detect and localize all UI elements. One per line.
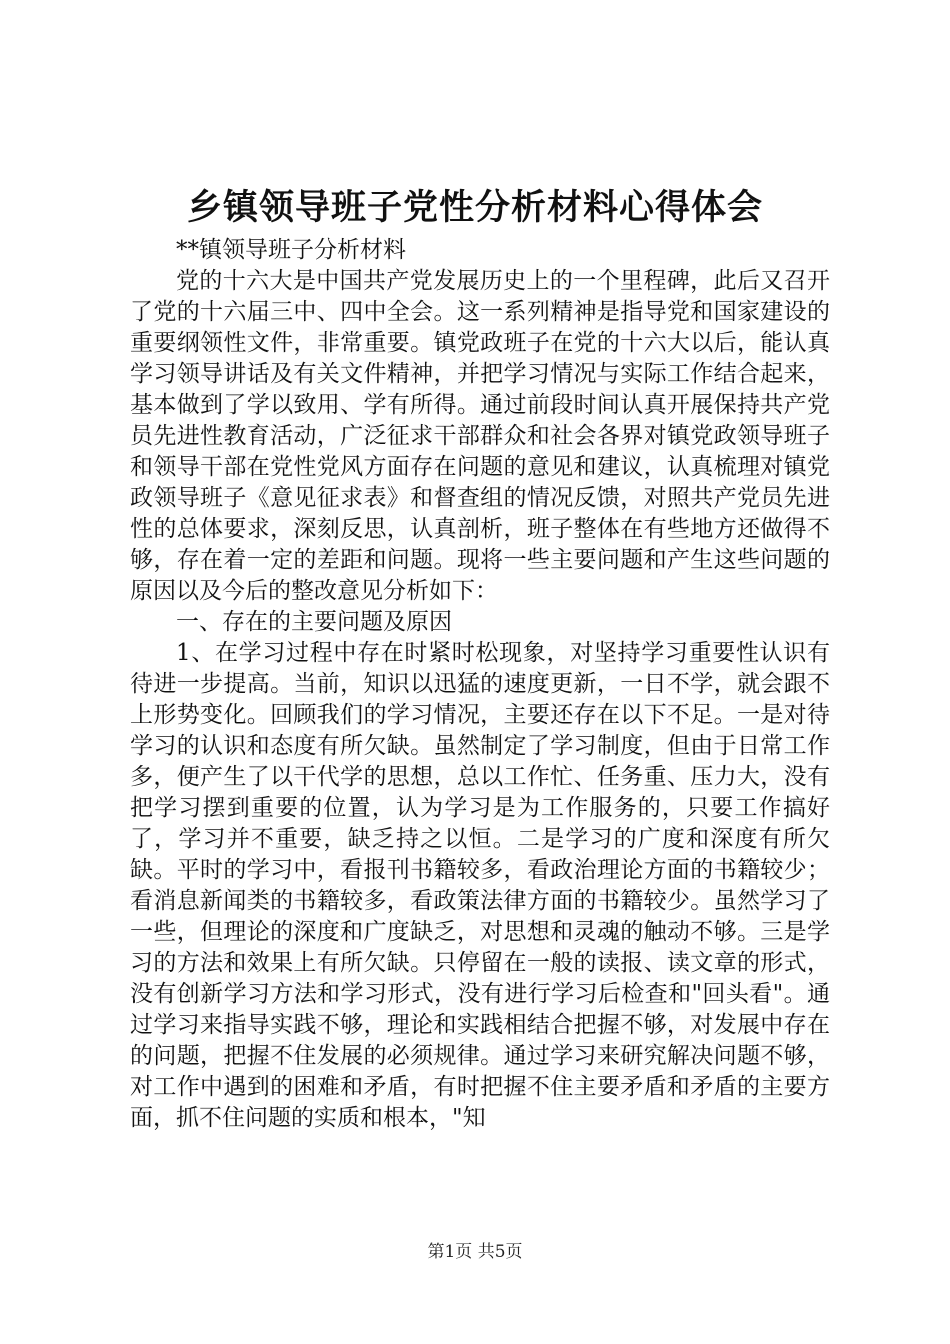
document-title: 乡镇领导班子党性分析材料心得体会 [186, 187, 763, 228]
page-footer: 第1页 共5页 [427, 1242, 523, 1262]
paragraph-point-1: 1、在学习过程中存在时紧时松现象，对坚持学习重要性认识有待进一步提高。当前，知识以迅猛的速度更新，一日不学，就会跟不上形势变化。回顾我们的学习情况，主要还存在以下不足。一是对待学习的认识和态度有所欠缺。虽然制定了学习制度，但由于日常工作多，便产生了以干代学的思想，总以工作忙、任务重、压力大，没有把学习摆到重要的位置，认为学习是为工作服务的，只要工作搞好了，学习并不重要，缺乏持之以恒。二是学习的广度和深度有所欠缺。平时的学习中，看报刊书籍较多，看政治理论方面的书籍较少；看消息新闻类的书籍较多，看政策法律方面的书籍较少。虽然学习了一些，但理论的深度和广度缺乏，对思想和灵魂的触动不够。三是学习的方法和效果上有所欠缺。只停留在一般的读报、读文章的形式，没有创新学习方法和学习形式，没有进行学习后检查和"回头看"。通过学习来指导实践不够，理论和实践相结合把握不够，对发展中存在的问题，把握不住发展的必须规律。通过学习来研究解决问题不够，对工作中遇到的困难和矛盾，有时把握不住主要矛盾和矛盾的主要方面，抓不住问题的实质和根本，"知 [130, 640, 830, 1131]
paragraph-intro: 党的十六大是中国共产党发展历史上的一个里程碑，此后又召开了党的十六届三中、四中全会。这一系列精神是指导党和国家建设的重要纲领性文件，非常重要。镇党政班子在党的十六大以后，能认真学习领导讲话及有关文件精神，并把学习情况与实际工作结合起来，基本做到了学以致用、学有所得。通过前段时间认真开展保持共产党员先进性教育活动，广泛征求干部群众和社会各界对镇党政领导班子和领导干部在党性党风方面存在问题的意见和建议，认真梳理对镇党政领导班子《意见征求表》和督查组的情况反馈，对照共产党员先进性的总体要求，深刻反思，认真剖析，班子整体在有些地方还做得不够，存在着一定的差距和问题。现将一些主要问题和产生这些问题的原因以及今后的整改意见分析如下： [130, 268, 830, 604]
paragraph-section-heading: 一、存在的主要问题及原因 [176, 609, 452, 635]
document-body [130, 235, 830, 1134]
paragraph-heading: **镇领导班子分析材料 [176, 237, 406, 263]
